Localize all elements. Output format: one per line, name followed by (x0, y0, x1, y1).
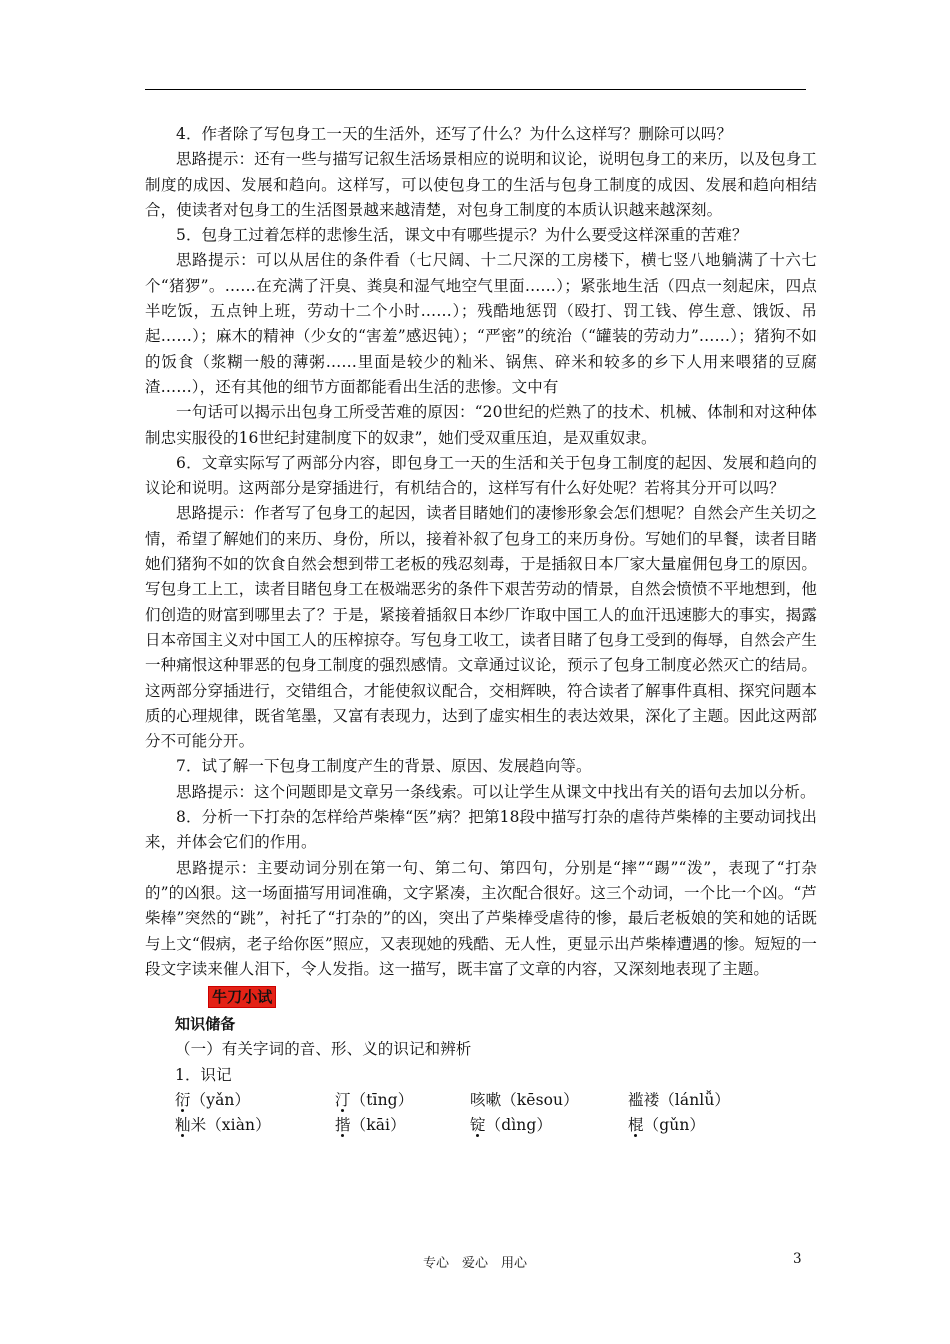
header-rule (145, 89, 806, 90)
question-7: 7．试了解一下包身工制度产生的背景、原因、发展趋向等。 (176, 757, 592, 776)
vocab-item (470, 1088, 628, 1112)
vocab-item (175, 1088, 335, 1112)
vocab-pinyin: （lánlǚ） (659, 1090, 731, 1109)
list-label: 1．识记 (175, 1065, 232, 1084)
section-heading: 知识储备 (175, 1015, 236, 1034)
practice-badge-row (208, 985, 817, 1009)
vocab-pinyin: （kēsou） (501, 1090, 579, 1109)
vocab-headword: 锭 (470, 1115, 486, 1134)
vocab-headword: 汀 (335, 1090, 351, 1109)
hint-6: 思路提示：作者写了包身工的起因，读者目睹她们的凄惨形象会怎们想呢？自然会产生关切之情，希望了解她们的来历、身份，所以，接着补叙了包身工的来历身份。写她们的早餐，读者目睹她们猪狗不如的饮食自然会想到带工老板的残忍刻毒，于是插叙日本厂家大量雇佣包身工的原因。写包身工上工，读者目睹包身工在极端恶劣的条件下艰苦劳动的情景，自然会愤愤不平地想到，他们创造的财富到哪里去了？于是，紧接着插叙日本纱厂诈取中国工人的血汗迅速膨大的事实，揭露日本帝国主义对中国工人的压榨掠夺。写包身工收工，读者目睹了包身工受到的侮辱，自然会产生一种痛恨这种罪恶的包身工制度的强烈感情。文章通过议论，预示了包身工制度必然灭亡的结局。这两部分穿插进行，交错组合，才能使叙议配合，交相辉映，符合读者了解事件真相、探究问题本质的心理规律，既省笔墨，又富有表现力，达到了虚实相生的表达效果，深化了主题。因此这两部分不可能分开。 (145, 504, 817, 751)
page-body (145, 122, 817, 1137)
hint-7: 思路提示：这个问题即是文章另一条线索。可以让学生从课文中找出有关的语句去加以分析。 (176, 782, 816, 801)
vocab-item (628, 1088, 788, 1112)
subheading: （一）有关字词的音、形、义的识记和辨析 (175, 1040, 472, 1059)
question-8: 8．分析一下打杂的怎样给芦柴棒“医”病？把第18段中描写打杂的虐待芦柴棒的主要动词找出来，并体会它们的作用。 (145, 808, 817, 852)
footer-motto: 专心 爱心 用心 (422, 1256, 527, 1271)
question-6: 6．文章实际写了两部分内容，即包身工一天的生活和关于包身工制度的起因、发展和趋向的议论和说明。这两部分是穿插进行，有机结合的，这样写有什么好处呢？若将其分开可以吗？ (145, 453, 817, 498)
vocab-item (335, 1088, 470, 1112)
practice-badge: 牛刀小试 (208, 986, 276, 1008)
vocab-headword: 籼 (175, 1115, 191, 1134)
vocab-item (335, 1113, 470, 1137)
question-section (145, 122, 817, 982)
vocab-pinyin: （kāi） (350, 1115, 406, 1134)
question-4: 4．作者除了写包身工一天的生活外，还写了什么？为什么这样写？删除可以吗？ (176, 125, 732, 143)
vocab-headword: 衍 (175, 1090, 191, 1109)
hint-8: 思路提示：主要动词分别在第一句、第二句、第四句，分别是“摔”“踢”“泼”，表现了“打杂的”的凶狠。这一场面描写用词准确，文字紧凑，主次配合很好。这三个动词，一个比一个凶。“芦柴棒”突然的“跳”，衬托了“打杂的”的凶，突出了芦柴棒受虐待的惨，最后老板娘的笑和她的话既与上文“假病，老子给你医”照应，又表现她的残酷、无人性，更显示出芦柴棒遭遇的惨。短短的一段文字读来催人泪下，令人发指。这一描写，既丰富了文章的内容，又深刻地表现了主题。 (145, 858, 817, 978)
vocab-grid (175, 1088, 817, 1137)
hint-5-continued: 一句话可以揭示出包身工所受苦难的原因：“20世纪的烂熟了的技术、机械、体制和对这种体制忠实服役的16世纪封建制度下的奴隶”，她们受双重压迫，是双重奴隶。 (145, 403, 817, 447)
vocab-pinyin: （tīng） (350, 1090, 414, 1109)
vocab-pinyin: （dìng） (485, 1115, 552, 1134)
vocab-item (470, 1113, 628, 1137)
hint-4: 思路提示：还有一些与描写记叙生活场景相应的说明和议论，说明包身工的来历，以及包身工制度的成因、发展和趋向。这样写，可以使包身工的生活与包身工制度的成因、发展和趋向相结合，使读者对包身工的生活图景越来越清楚，对包身工制度的本质认识越来越深刻。 (145, 150, 817, 219)
vocab-pinyin: （gǔn） (643, 1115, 705, 1134)
vocab-item (628, 1113, 788, 1137)
hint-5: 思路提示：可以从居住的条件看（七尺阔、十二尺深的工房楼下，横七竖八地躺满了十六七个“猪猡”。……在充满了汗臭、粪臭和湿气地空气里面……）；紧张地生活（四点一刻起床，四点半吃饭，五点钟上班，劳动十二个小时……）；残酷地惩罚（殴打、罚工钱、停生意、饿饭、吊起……）；麻木的精神（少女的“害羞”感迟钝）；“严密”的统治（“罐装的劳动力”……）；猪狗不如的饭食（浆糊一般的薄粥……里面是较少的籼米、锅焦、碎米和较多的乡下人用来喂猪的豆腐渣……），还有其他的细节方面都能看出生活的悲惨。文中有 (145, 251, 817, 396)
vocab-headword: 褴褛 (628, 1090, 660, 1109)
vocab-pinyin: （yǎn） (190, 1090, 251, 1109)
page-number: 3 (793, 1251, 802, 1267)
vocab-headword: 咳嗽 (470, 1090, 502, 1109)
vocab-headword: 揩 (335, 1115, 351, 1134)
vocab-item (175, 1113, 335, 1137)
question-5: 5．包身工过着怎样的悲惨生活，课文中有哪些提示？为什么要受这样深重的苦难？ (176, 226, 748, 245)
vocab-pinyin: 米（xiàn） (190, 1115, 271, 1134)
vocab-headword: 棍 (628, 1115, 644, 1134)
